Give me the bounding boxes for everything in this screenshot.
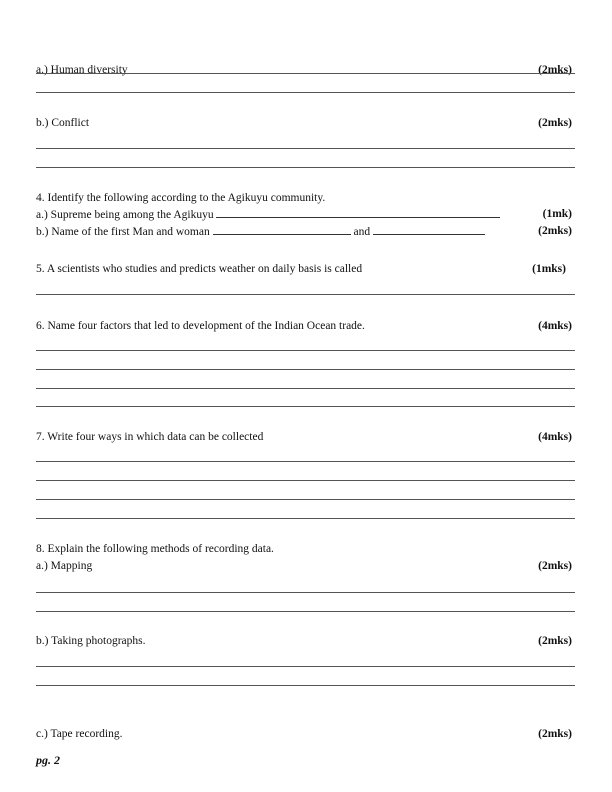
q8c-marks: (2mks) (538, 728, 572, 740)
q3b-label: b.) Conflict (36, 117, 90, 129)
q4b-row (36, 224, 485, 239)
answer-line[interactable] (36, 73, 575, 74)
answer-line[interactable] (36, 406, 575, 407)
q4b-label: b.) Name of the first Man and woman (36, 226, 210, 238)
q5-marks: (1mks) (532, 263, 566, 275)
q4a-row (36, 207, 500, 222)
q6-marks: (4mks) (538, 320, 572, 332)
q8b-marks: (2mks) (538, 635, 572, 647)
q3a-label: a.) Human diversity (36, 64, 128, 76)
q4a-blank[interactable] (216, 207, 500, 218)
answer-line[interactable] (36, 592, 575, 593)
q4b-and: and (353, 226, 371, 238)
answer-line[interactable] (36, 518, 575, 519)
q4a-label: a.) Supreme being among the Agikuyu (36, 209, 214, 221)
q7-stem: 7. Write four ways in which data can be collected (36, 431, 264, 443)
q4b-blank-man[interactable] (213, 224, 351, 235)
q8a-label: a.) Mapping (36, 560, 93, 572)
q5-stem: 5. A scientists who studies and predicts weather on daily basis is called (36, 263, 363, 275)
answer-line[interactable] (36, 350, 575, 351)
q6-stem: 6. Name four factors that led to development of the Indian Ocean trade. (36, 320, 365, 332)
answer-line[interactable] (36, 369, 575, 370)
page-number: pg. 2 (36, 753, 60, 767)
answer-line[interactable] (36, 611, 575, 612)
q8-stem: 8. Explain the following methods of recording data. (36, 543, 274, 555)
answer-line[interactable] (36, 480, 575, 481)
q8b-label: b.) Taking photographs. (36, 635, 146, 647)
q4-stem: 4. Identify the following according to the Agikuyu community. (36, 192, 326, 204)
q8c-label: c.) Tape recording. (36, 728, 123, 740)
q8a-marks: (2mks) (538, 560, 572, 572)
q3b-marks: (2mks) (538, 117, 572, 129)
answer-line[interactable] (36, 666, 575, 667)
q7-marks: (4mks) (538, 431, 572, 443)
answer-line[interactable] (36, 461, 575, 462)
q4a-marks: (1mk) (542, 208, 572, 220)
answer-line[interactable] (36, 388, 575, 389)
answer-line[interactable] (36, 167, 575, 168)
answer-line[interactable] (36, 499, 575, 500)
answer-line[interactable] (36, 92, 575, 93)
answer-line[interactable] (36, 294, 575, 295)
answer-line[interactable] (36, 685, 575, 686)
q4b-blank-woman[interactable] (373, 224, 485, 235)
answer-line[interactable] (36, 148, 575, 149)
q4b-marks: (2mks) (538, 225, 572, 237)
q3a-marks: (2mks) (538, 64, 572, 76)
